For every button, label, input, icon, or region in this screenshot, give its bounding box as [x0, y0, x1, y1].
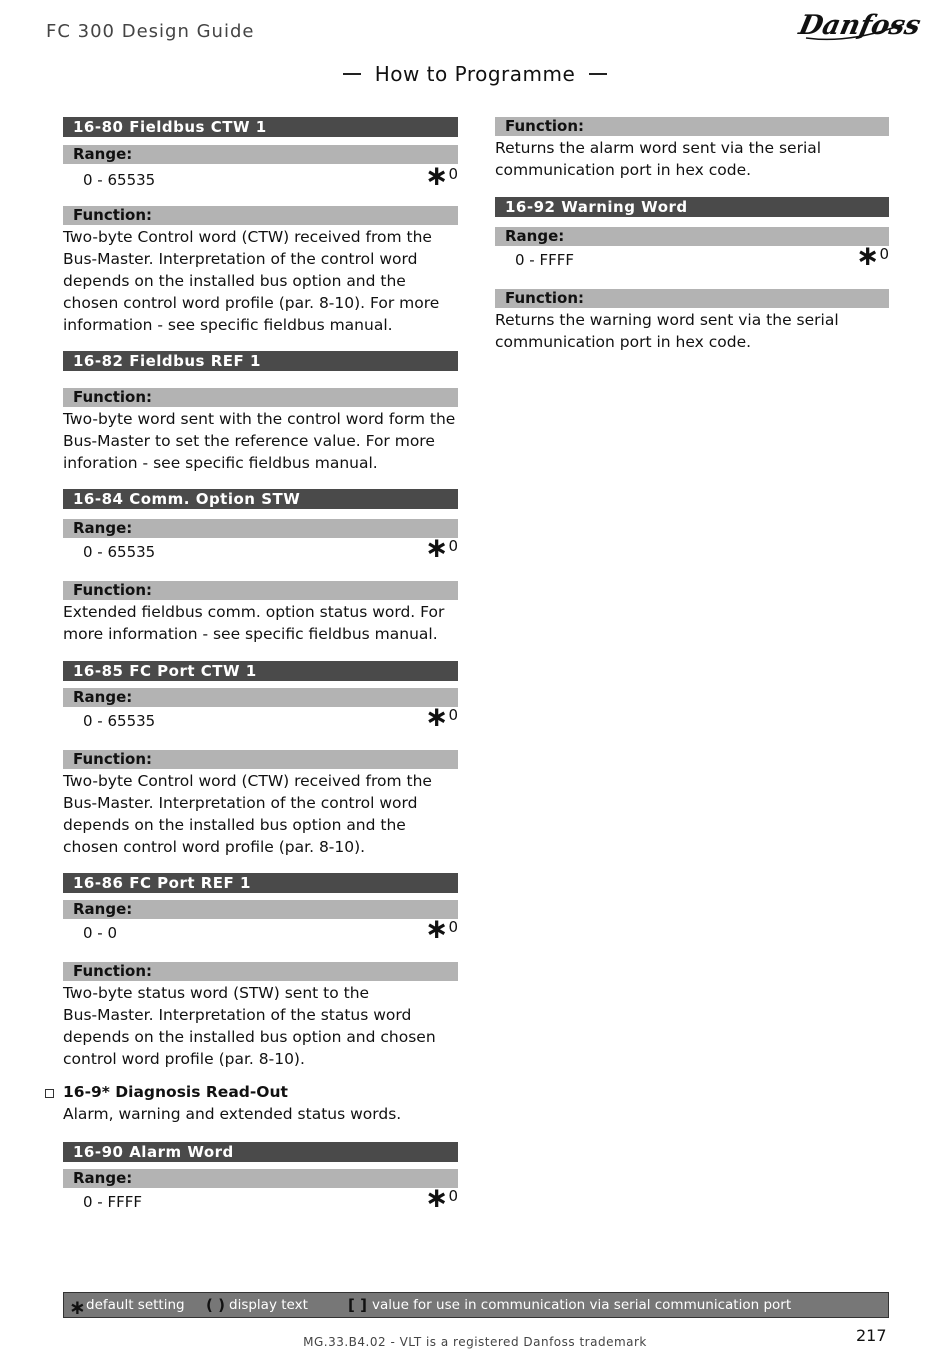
param-16-80: [63, 117, 458, 191]
group-title: 16-9* Diagnosis Read-Out: [63, 1083, 288, 1101]
section-title: [0, 62, 950, 86]
document-title: FC 300 Design Guide: [46, 21, 255, 42]
text-line: Bus-Master. Interpretation of the control word: [63, 794, 418, 812]
function-16-86: [63, 962, 458, 1070]
param-16-90: [63, 1142, 458, 1213]
range-row: [495, 239, 889, 272]
title-dash-right: [589, 73, 607, 75]
default-value: [424, 700, 458, 733]
default-number: 0: [448, 165, 458, 183]
param-16-92: [495, 197, 889, 271]
text-line: depends on the installed bus option and the: [63, 272, 406, 290]
param-16-82: [63, 351, 458, 371]
param-title: 16-85 FC Port CTW 1: [63, 661, 458, 681]
param-title: 16-80 Fieldbus CTW 1: [63, 117, 458, 137]
legend-paren-symbol: ( ): [206, 1296, 225, 1314]
default-value: [855, 239, 889, 272]
text-line: Bus-Master. Interpretation of the status word: [63, 1006, 412, 1024]
param-title: 16-82 Fieldbus REF 1: [63, 351, 458, 371]
param-title: 16-84 Comm. Option STW: [63, 489, 458, 509]
text-line: Extended fieldbus comm. option status word. For: [63, 603, 445, 621]
range-value: 0 - 0: [83, 924, 118, 942]
default-value: [424, 1181, 458, 1214]
title-dash-left: [343, 73, 361, 75]
default-value: [424, 912, 458, 945]
function-text: [495, 137, 889, 181]
text-line: Two-byte word sent with the control word form the: [63, 410, 456, 428]
legend-communication: value for use in communication via serial communication port: [372, 1297, 792, 1313]
default-star-icon: ∗: [69, 1295, 86, 1319]
range-row: [63, 912, 458, 945]
text-line: control word profile (par. 8-10).: [63, 1050, 305, 1068]
default-star-icon: ∗: [424, 531, 449, 564]
legend-bracket-symbol: [ ]: [348, 1296, 367, 1314]
text-line: Returns the warning word sent via the serial: [495, 311, 839, 329]
range-value: 0 - 65535: [83, 543, 156, 561]
range-label: Range:: [63, 145, 458, 164]
text-line: information - see specific fieldbus manual.: [63, 316, 393, 334]
svg-text:Danfoss: Danfoss: [796, 9, 924, 41]
range-value: 0 - FFFF: [83, 1193, 143, 1211]
default-star-icon: ∗: [855, 239, 880, 272]
function-label: Function:: [495, 289, 889, 308]
function-16-92: [495, 289, 889, 353]
text-line: Returns the alarm word sent via the serial: [495, 139, 822, 157]
param-title: 16-92 Warning Word: [495, 197, 889, 217]
text-line: inforation - see specific fieldbus manual.: [63, 454, 378, 472]
range-row: [63, 700, 458, 733]
default-number: 0: [879, 245, 889, 263]
function-16-85: [63, 750, 458, 858]
legend-bar: [63, 1292, 889, 1318]
function-label: Function:: [63, 581, 458, 600]
text-line: Bus-Master to set the reference value. For more: [63, 432, 435, 450]
function-text: [63, 601, 458, 645]
page-number: 217: [856, 1326, 887, 1345]
group-checkbox-icon: [45, 1089, 54, 1098]
default-star-icon: ∗: [424, 700, 449, 733]
default-number: 0: [448, 918, 458, 936]
function-text: [63, 226, 458, 336]
text-line: chosen control word profile (par. 8-10).: [63, 838, 366, 856]
function-label: Function:: [495, 117, 889, 136]
trademark-note: MG.33.B4.02 - VLT is a registered Danfoss trademark: [303, 1335, 647, 1349]
text-line: Two-byte status word (STW) sent to the: [63, 984, 370, 1002]
range-row: [63, 159, 458, 192]
group-description: Alarm, warning and extended status words.: [63, 1105, 402, 1123]
default-value: [424, 159, 458, 192]
default-star-icon: ∗: [424, 1181, 449, 1214]
text-line: Bus-Master. Interpretation of the control word: [63, 250, 418, 268]
danfoss-logo: [796, 4, 924, 44]
param-16-84: [63, 489, 458, 563]
range-row: [63, 1181, 458, 1214]
function-label: Function:: [63, 750, 458, 769]
function-text: [63, 770, 458, 858]
legend-default: default setting: [86, 1297, 185, 1313]
function-label: Function:: [63, 388, 458, 407]
legend-display: display text: [229, 1297, 308, 1313]
function-16-82: [63, 388, 458, 474]
param-16-85: [63, 661, 458, 732]
range-label: Range:: [63, 900, 458, 919]
text-line: depends on the installed bus option and chosen: [63, 1028, 436, 1046]
range-label: Range:: [495, 227, 889, 246]
range-label: Range:: [63, 1169, 458, 1188]
text-line: chosen control word profile (par. 8-10). For more: [63, 294, 440, 312]
function-16-84: [63, 581, 458, 645]
param-title: 16-90 Alarm Word: [63, 1142, 458, 1162]
range-value: 0 - FFFF: [515, 251, 575, 269]
range-value: 0 - 65535: [83, 171, 156, 189]
group-16-9: [63, 1081, 458, 1125]
text-line: communication port in hex code.: [495, 333, 752, 351]
range-value: 0 - 65535: [83, 712, 156, 730]
text-line: depends on the installed bus option and the: [63, 816, 406, 834]
default-number: 0: [448, 706, 458, 724]
default-value: [424, 531, 458, 564]
text-line: communication port in hex code.: [495, 161, 752, 179]
range-label: Range:: [63, 519, 458, 538]
default-star-icon: ∗: [424, 159, 449, 192]
param-title: 16-86 FC Port REF 1: [63, 873, 458, 893]
function-text: [495, 309, 889, 353]
range-row: [63, 531, 458, 564]
function-16-90: [495, 117, 889, 181]
function-label: Function:: [63, 962, 458, 981]
text-line: Two-byte Control word (CTW) received from the: [63, 228, 432, 246]
range-label: Range:: [63, 688, 458, 707]
section-title-text: How to Programme: [374, 62, 576, 86]
text-line: Two-byte Control word (CTW) received from the: [63, 772, 432, 790]
default-star-icon: ∗: [424, 912, 449, 945]
function-16-80: [63, 206, 458, 336]
function-text: [63, 408, 458, 474]
param-16-86: [63, 873, 458, 944]
default-number: 0: [448, 537, 458, 555]
function-text: [63, 982, 458, 1070]
function-label: Function:: [63, 206, 458, 225]
text-line: more information - see specific fieldbus manual.: [63, 625, 438, 643]
default-number: 0: [448, 1187, 458, 1205]
